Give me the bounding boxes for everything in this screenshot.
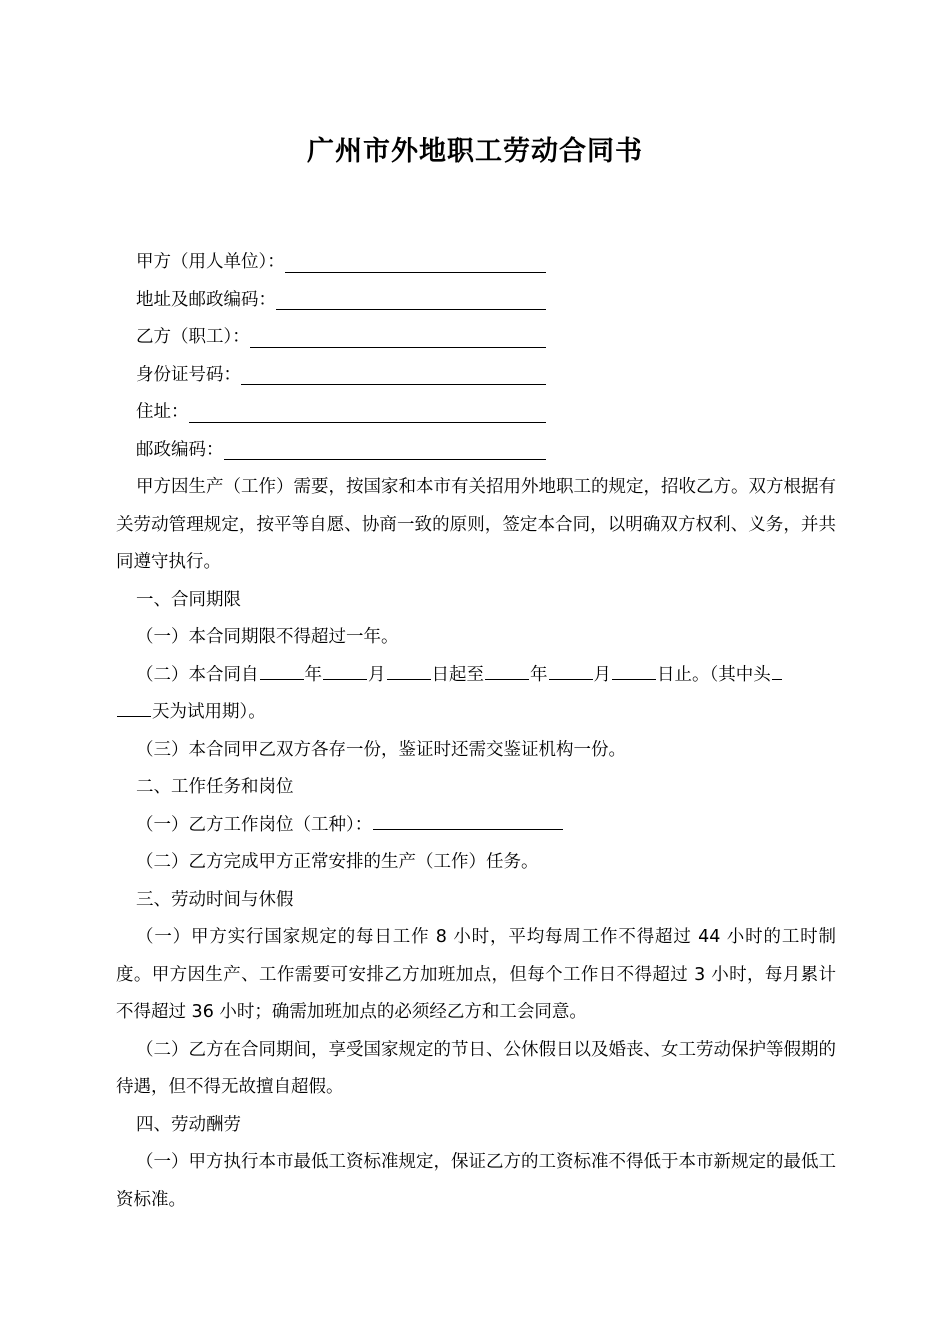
- section-3-item-1: （一）甲方实行国家规定的每日工作 8 小时，平均每周工作不得超过 44 小时的工时制度。甲方因生产、工作需要可安排乙方加班加点，但每个工作日不得超过 3 小时，每月累计不得超过 36 小时；确需加班加点的必须经乙方和工会同意。: [116, 927, 836, 1022]
- start-month-label: 月: [368, 664, 386, 685]
- party-a-blank[interactable]: [285, 271, 546, 273]
- end-year-label: 年: [530, 664, 548, 685]
- section-4-item-1: （一）甲方执行本市最低工资标准规定，保证乙方的工资标准不得低于本市新规定的最低工资标准。: [116, 1152, 836, 1210]
- start-day-label: 日起至: [431, 664, 484, 685]
- id-number-label: 身份证号码：: [136, 364, 241, 385]
- document-title: 广州市外地职工劳动合同书: [307, 136, 643, 167]
- address-postcode-blank[interactable]: [276, 308, 546, 310]
- section-3-heading: 三、劳动时间与休假: [136, 889, 294, 910]
- start-year-label: 年: [304, 664, 322, 685]
- intro-paragraph: 甲方因生产（工作）需要，按国家和本市有关招用外地职工的规定，招收乙方。双方根据有关劳动管理规定，按平等自愿、协商一致的原则，签定本合同，以明确双方权利、义务，并共同遵守执行。: [116, 477, 836, 572]
- party-b-blank[interactable]: [250, 346, 546, 348]
- section-4-heading: 四、劳动酬劳: [136, 1114, 241, 1135]
- document-body: [116, 244, 836, 1219]
- id-number-field: [116, 357, 546, 395]
- address-postcode-field: [116, 282, 546, 320]
- residence-label: 住址：: [136, 402, 189, 422]
- trial-days-blank-b[interactable]: [117, 715, 151, 717]
- section-1-item-2-cont: [116, 694, 836, 732]
- term-prefix: （二）本合同自: [136, 664, 259, 685]
- residence-field: [116, 394, 546, 432]
- section-3-item-2: （二）乙方在合同期间，享受国家规定的节日、公休假日以及婚丧、女工劳动保护等假期的待遇，但不得无故擅自超假。: [116, 1039, 836, 1097]
- section-1-heading: 一、合同期限: [136, 589, 241, 610]
- start-day-blank[interactable]: [387, 678, 431, 680]
- section-2-item-1: [116, 807, 836, 845]
- postcode-blank[interactable]: [224, 458, 547, 460]
- end-day-label: 日止。（其中头: [657, 664, 771, 685]
- job-post-label: （一）乙方工作岗位（工种）：: [136, 814, 373, 835]
- party-b-field: [116, 319, 546, 357]
- section-1-item-2: [116, 657, 836, 695]
- trial-label: 天为试用期）。: [152, 702, 266, 722]
- postcode-label: 邮政编码：: [136, 439, 224, 460]
- end-month-label: 月: [593, 664, 611, 685]
- start-year-blank[interactable]: [260, 678, 304, 680]
- start-month-blank[interactable]: [323, 678, 367, 680]
- party-b-label: 乙方（职工）：: [136, 327, 250, 347]
- end-day-blank[interactable]: [612, 678, 656, 680]
- section-2-heading: 二、工作任务和岗位: [136, 777, 294, 797]
- end-year-blank[interactable]: [485, 678, 529, 680]
- section-1-item-1: （一）本合同期限不得超过一年。: [136, 627, 399, 647]
- party-a-label: 甲方（用人单位）：: [136, 252, 285, 272]
- job-post-blank[interactable]: [373, 828, 563, 830]
- end-month-blank[interactable]: [549, 678, 593, 680]
- party-a-field: [116, 244, 546, 282]
- postcode-field: [116, 432, 546, 470]
- section-2-item-2: （二）乙方完成甲方正常安排的生产（工作）任务。: [136, 852, 539, 872]
- trial-days-blank-a[interactable]: [772, 678, 782, 680]
- address-postcode-label: 地址及邮政编码：: [136, 289, 276, 310]
- id-number-blank[interactable]: [241, 383, 546, 385]
- residence-blank[interactable]: [189, 421, 547, 423]
- section-1-item-3: （三）本合同甲乙双方各存一份，鉴证时还需交鉴证机构一份。: [136, 739, 626, 760]
